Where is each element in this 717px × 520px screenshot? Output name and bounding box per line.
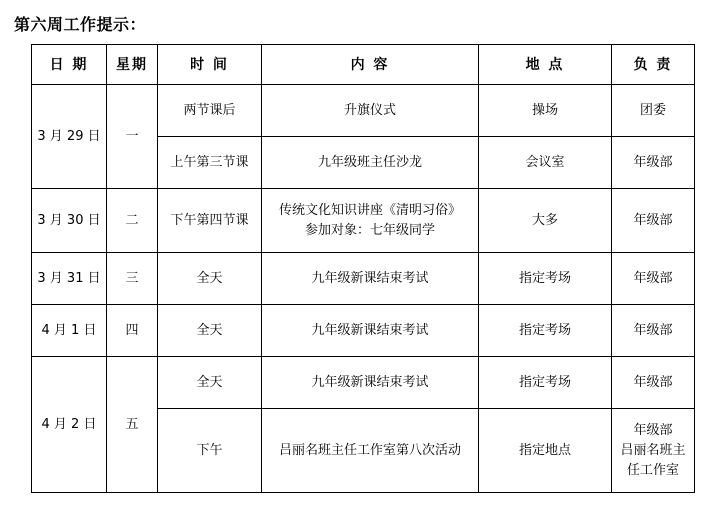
table-row <box>32 253 695 305</box>
weekday-cell: 三 <box>107 253 158 305</box>
owner-cell: 年级部 <box>612 305 695 357</box>
owner-cell: 年级部 <box>612 189 695 253</box>
table-row <box>32 305 695 357</box>
header-content: 内 容 <box>262 45 479 85</box>
place-cell: 会议室 <box>479 137 612 189</box>
time-cell: 全天 <box>158 357 262 409</box>
date-cell: 3 月 31 日 <box>32 253 107 305</box>
table-row <box>32 85 695 137</box>
content-line: 传统文化知识讲座《清明习俗》 <box>278 202 461 218</box>
weekday-cell: 五 <box>107 357 158 493</box>
owner-line: 年级部 <box>633 422 673 438</box>
time-cell: 上午第三节课 <box>158 137 262 189</box>
owner-cell: 年级部 <box>612 253 695 305</box>
place-cell: 指定考场 <box>479 305 612 357</box>
date-cell: 3 月 30 日 <box>32 189 107 253</box>
time-cell: 全天 <box>158 253 262 305</box>
table-row <box>32 357 695 409</box>
content-cell: 九年级新课结束考试 <box>262 305 479 357</box>
owner-cell <box>612 409 695 493</box>
date-cell: 4 月 2 日 <box>32 357 107 493</box>
weekday-cell: 四 <box>107 305 158 357</box>
content-cell <box>262 189 479 253</box>
weekday-cell: 一 <box>107 85 158 189</box>
date-cell: 3 月 29 日 <box>32 85 107 189</box>
weekday-cell: 二 <box>107 189 158 253</box>
header-owner: 负 责 <box>612 45 695 85</box>
header-weekday: 星期 <box>107 45 158 85</box>
content-cell: 九年级新课结束考试 <box>262 253 479 305</box>
time-cell: 下午第四节课 <box>158 189 262 253</box>
time-cell: 两节课后 <box>158 85 262 137</box>
owner-cell: 团委 <box>612 85 695 137</box>
owner-cell: 年级部 <box>612 137 695 189</box>
place-cell: 大多 <box>479 189 612 253</box>
schedule-table <box>31 44 695 493</box>
place-cell: 操场 <box>479 85 612 137</box>
date-cell: 4 月 1 日 <box>32 305 107 357</box>
place-cell: 指定考场 <box>479 357 612 409</box>
content-cell: 吕丽名班主任工作室第八次活动 <box>262 409 479 493</box>
content-cell: 升旗仪式 <box>262 85 479 137</box>
content-cell: 九年级新课结束考试 <box>262 357 479 409</box>
header-place: 地 点 <box>479 45 612 85</box>
header-time: 时 间 <box>158 45 262 85</box>
page-title: 第六周工作提示： <box>14 15 147 34</box>
table-header-row <box>32 45 695 85</box>
header-date: 日 期 <box>32 45 107 85</box>
owner-cell: 年级部 <box>612 357 695 409</box>
content-line: 参加对象：七年级同学 <box>304 222 435 238</box>
content-cell: 九年级班主任沙龙 <box>262 137 479 189</box>
table-row <box>32 189 695 253</box>
owner-line: 任工作室 <box>626 462 679 478</box>
time-cell: 下午 <box>158 409 262 493</box>
owner-line: 吕丽名班主 <box>620 442 686 458</box>
time-cell: 全天 <box>158 305 262 357</box>
place-cell: 指定考场 <box>479 253 612 305</box>
place-cell: 指定地点 <box>479 409 612 493</box>
